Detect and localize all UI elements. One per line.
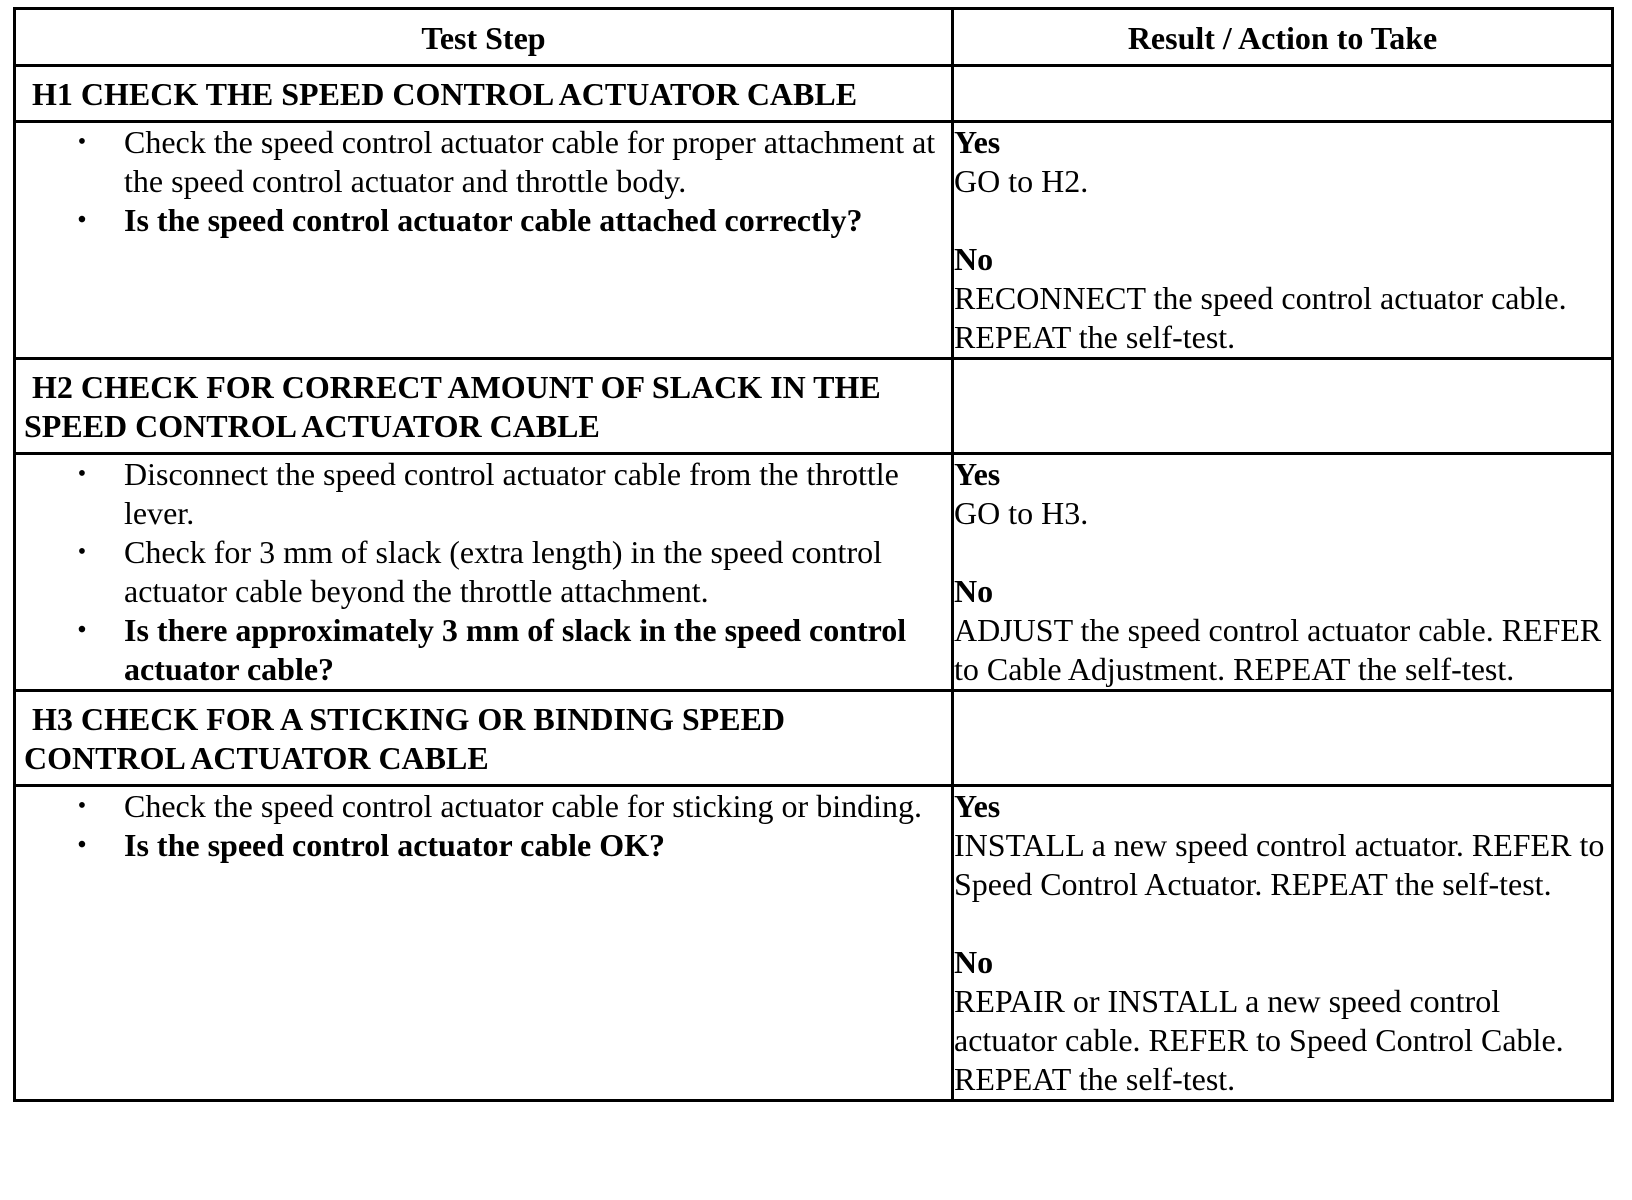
section-title-empty-cell bbox=[953, 359, 1613, 454]
bullet-icon: • bbox=[77, 793, 87, 819]
list-item: • Check the speed control actuator cable for sticking or binding. bbox=[16, 787, 951, 826]
table-header-row bbox=[15, 9, 1613, 66]
header-result-action: Result / Action to Take bbox=[953, 9, 1613, 66]
section-title-row-h3 bbox=[15, 691, 1613, 786]
bullet-icon: • bbox=[77, 207, 87, 233]
section-title-h2: H2 CHECK FOR CORRECT AMOUNT OF SLACK IN THE SPEED CONTROL ACTUATOR CABLE bbox=[15, 359, 953, 454]
result-yes: Yes GO to H2. bbox=[954, 124, 1089, 199]
section-title-empty-cell bbox=[953, 691, 1613, 786]
steps-cell-h3 bbox=[15, 786, 953, 1101]
list-item: • Check for 3 mm of slack (extra length) in the speed control actuator cable beyond the throttle attachment. bbox=[16, 533, 951, 611]
result-yes: Yes INSTALL a new speed control actuator. REFER to Speed Control Actuator. REPEAT the self-test. bbox=[954, 788, 1605, 902]
section-title-h3: H3 CHECK FOR A STICKING OR BINDING SPEED CONTROL ACTUATOR CABLE bbox=[15, 691, 953, 786]
list-item: • Is the speed control actuator cable OK? bbox=[16, 826, 951, 865]
result-no: No REPAIR or INSTALL a new speed control actuator cable. REFER to Speed Control Cable. REPEAT the self-test. bbox=[954, 944, 1564, 1097]
bullet-icon: • bbox=[77, 617, 87, 643]
bullet-icon: • bbox=[77, 461, 87, 487]
section-title-empty-cell bbox=[953, 66, 1613, 122]
step-list-h3 bbox=[16, 787, 951, 865]
steps-cell-h2 bbox=[15, 454, 953, 691]
section-body-row-h2 bbox=[15, 454, 1613, 691]
section-body-row-h3 bbox=[15, 786, 1613, 1101]
header-test-step: Test Step bbox=[15, 9, 953, 66]
result-cell-h3 bbox=[953, 786, 1613, 1101]
section-title-row-h1 bbox=[15, 66, 1613, 122]
list-item: • Disconnect the speed control actuator cable from the throttle lever. bbox=[16, 455, 951, 533]
result-no: No RECONNECT the speed control actuator cable. REPEAT the self-test. bbox=[954, 241, 1567, 355]
steps-cell-h1 bbox=[15, 122, 953, 359]
bullet-icon: • bbox=[77, 832, 87, 858]
list-item: • Is there approximately 3 mm of slack in the speed control actuator cable? bbox=[16, 611, 951, 689]
list-item: • Check the speed control actuator cable for proper attachment at the speed control actuator and throttle body. bbox=[16, 123, 951, 201]
list-item: • Is the speed control actuator cable attached correctly? bbox=[16, 201, 951, 240]
section-title-h1: H1 CHECK THE SPEED CONTROL ACTUATOR CABLE bbox=[15, 66, 953, 122]
diagnostic-table bbox=[13, 7, 1614, 1102]
bullet-icon: • bbox=[77, 539, 87, 565]
result-cell-h1 bbox=[953, 122, 1613, 359]
section-body-row-h1 bbox=[15, 122, 1613, 359]
step-list-h1 bbox=[16, 123, 951, 240]
result-no: No ADJUST the speed control actuator cable. REFER to Cable Adjustment. REPEAT the self-test. bbox=[954, 573, 1602, 687]
step-list-h2 bbox=[16, 455, 951, 689]
bullet-icon: • bbox=[77, 129, 87, 155]
result-yes: Yes GO to H3. bbox=[954, 456, 1089, 531]
result-cell-h2 bbox=[953, 454, 1613, 691]
section-title-row-h2 bbox=[15, 359, 1613, 454]
